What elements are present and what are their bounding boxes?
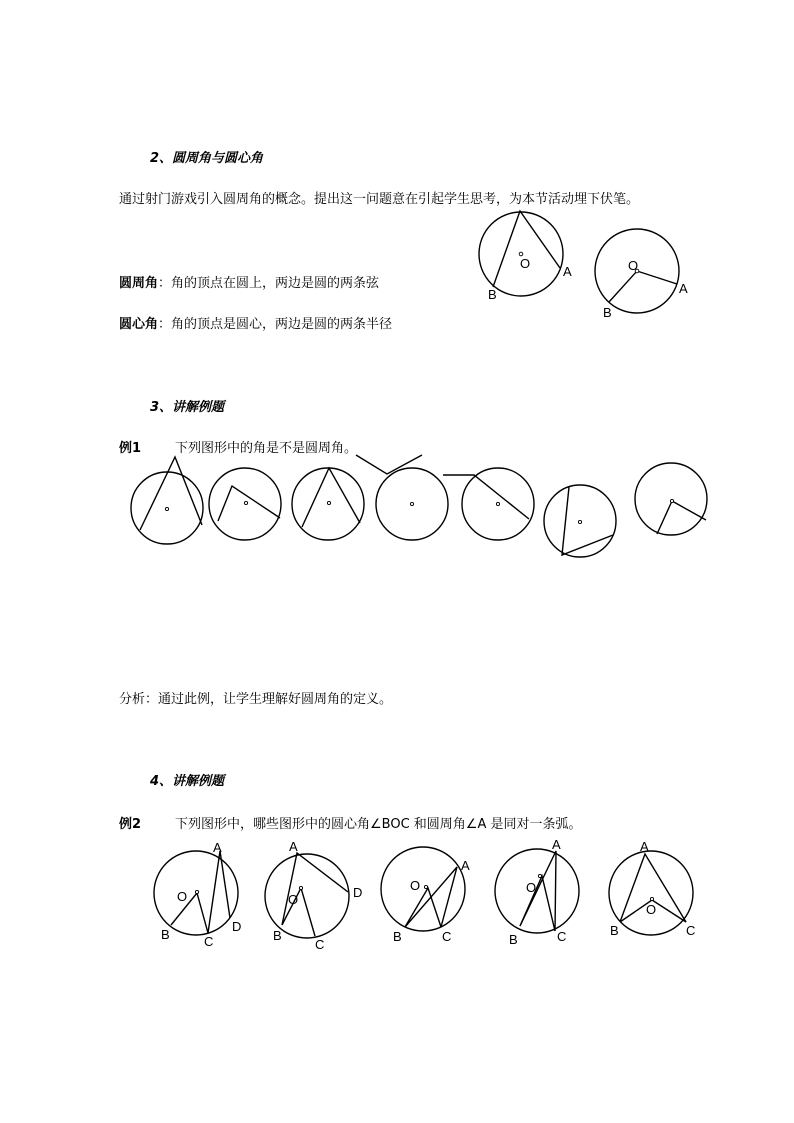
- center-dot: [244, 501, 247, 504]
- label-D: D: [353, 885, 363, 900]
- center-dot: [165, 507, 168, 510]
- label-A: A: [289, 839, 298, 854]
- angle-sides: [562, 487, 613, 555]
- center-dot: [410, 502, 413, 505]
- definition-text: ：角的顶点是圆心，两边是圆的两条半径: [158, 317, 393, 332]
- label-A: A: [552, 837, 561, 852]
- label-O: O: [628, 258, 639, 273]
- label-O: O: [288, 892, 299, 907]
- definition-text: ：角的顶点在圆上，两边是圆的两条弦: [158, 276, 380, 291]
- example1-figure-6: [544, 485, 616, 557]
- inscribed-angle-figure: [479, 211, 572, 302]
- center-dot: [578, 520, 581, 523]
- angle-sides: [609, 271, 677, 302]
- label-A: A: [640, 839, 649, 854]
- label-O: O: [520, 256, 531, 271]
- example2-figure-5: [609, 839, 695, 938]
- label-B: B: [509, 932, 518, 947]
- label-B: B: [273, 928, 282, 943]
- label-O: O: [177, 889, 188, 904]
- center-dot: [195, 890, 198, 893]
- label-B: B: [393, 929, 402, 944]
- section4-heading: 4、讲解例题: [150, 774, 225, 789]
- angle-sides: [356, 455, 422, 474]
- definition-term: 圆周角: [119, 276, 159, 291]
- angle-sides: [218, 486, 280, 521]
- example1-figure-5: [443, 468, 534, 540]
- circle: [381, 847, 465, 931]
- angle-sides: [443, 475, 529, 519]
- center-dot: [327, 501, 330, 504]
- angle-sides: [140, 457, 202, 530]
- label-B: B: [161, 927, 170, 942]
- analysis-text: 分析：通过此例，让学生理解好圆周角的定义。: [119, 692, 393, 707]
- example-text: 下列图形中的角是不是圆周角。: [175, 441, 358, 456]
- label-C: C: [204, 934, 214, 949]
- center-dot: [424, 885, 427, 888]
- label-B: B: [610, 923, 619, 938]
- central-angle: [282, 888, 315, 936]
- example2-figure-4: [495, 837, 579, 947]
- label-B: B: [603, 305, 612, 320]
- label-O: O: [526, 880, 537, 895]
- label-D: D: [232, 919, 242, 934]
- inscribed-angle: [282, 853, 348, 925]
- definition-term: 圆心角: [119, 317, 159, 332]
- example-text: 下列图形中，哪些图形中的圆心角∠BOC 和圆周角∠A 是同对一条弧。: [175, 817, 582, 832]
- label-C: C: [442, 929, 452, 944]
- circle: [635, 463, 707, 535]
- section2-intro: 通过射门游戏引入圆周角的概念。提出这一问题意在引起学生思考，为本节活动埋下伏笔。: [119, 192, 640, 207]
- example1-figure-1: [131, 457, 203, 544]
- center-dot: [670, 499, 673, 502]
- angle-sides: [657, 501, 706, 534]
- label-C: C: [686, 923, 696, 938]
- example-label: 例1: [119, 441, 142, 456]
- section2-heading: 2、圆周角与圆心角: [150, 151, 264, 166]
- center-dot: [650, 897, 653, 900]
- center-dot: [538, 874, 541, 877]
- label-A: A: [461, 858, 470, 873]
- circle: [265, 854, 349, 938]
- inscribed-angle: [405, 867, 457, 927]
- example2-figure-2: [265, 839, 362, 952]
- center-dot: [496, 502, 499, 505]
- example2-figure-3: [381, 847, 470, 944]
- central-angle-figure: [595, 229, 688, 320]
- label-O: O: [646, 902, 657, 917]
- section3-heading: 3、讲解例题: [150, 400, 225, 415]
- example1-figure-2: [209, 468, 281, 540]
- label-C: C: [557, 929, 567, 944]
- label-A: A: [679, 281, 688, 296]
- label-B: B: [488, 287, 497, 302]
- label-A: A: [213, 840, 222, 855]
- label-A: A: [563, 264, 572, 279]
- label-O: O: [410, 878, 421, 893]
- center-dot: [299, 886, 302, 889]
- example-label: 例2: [119, 817, 142, 832]
- angle-sides: [493, 211, 560, 287]
- example1-figure-3: [292, 468, 364, 540]
- example2-figure-1: [154, 840, 241, 949]
- label-C: C: [315, 937, 325, 952]
- example1-figure-7: [635, 463, 707, 535]
- example1-figure-4: [356, 455, 448, 540]
